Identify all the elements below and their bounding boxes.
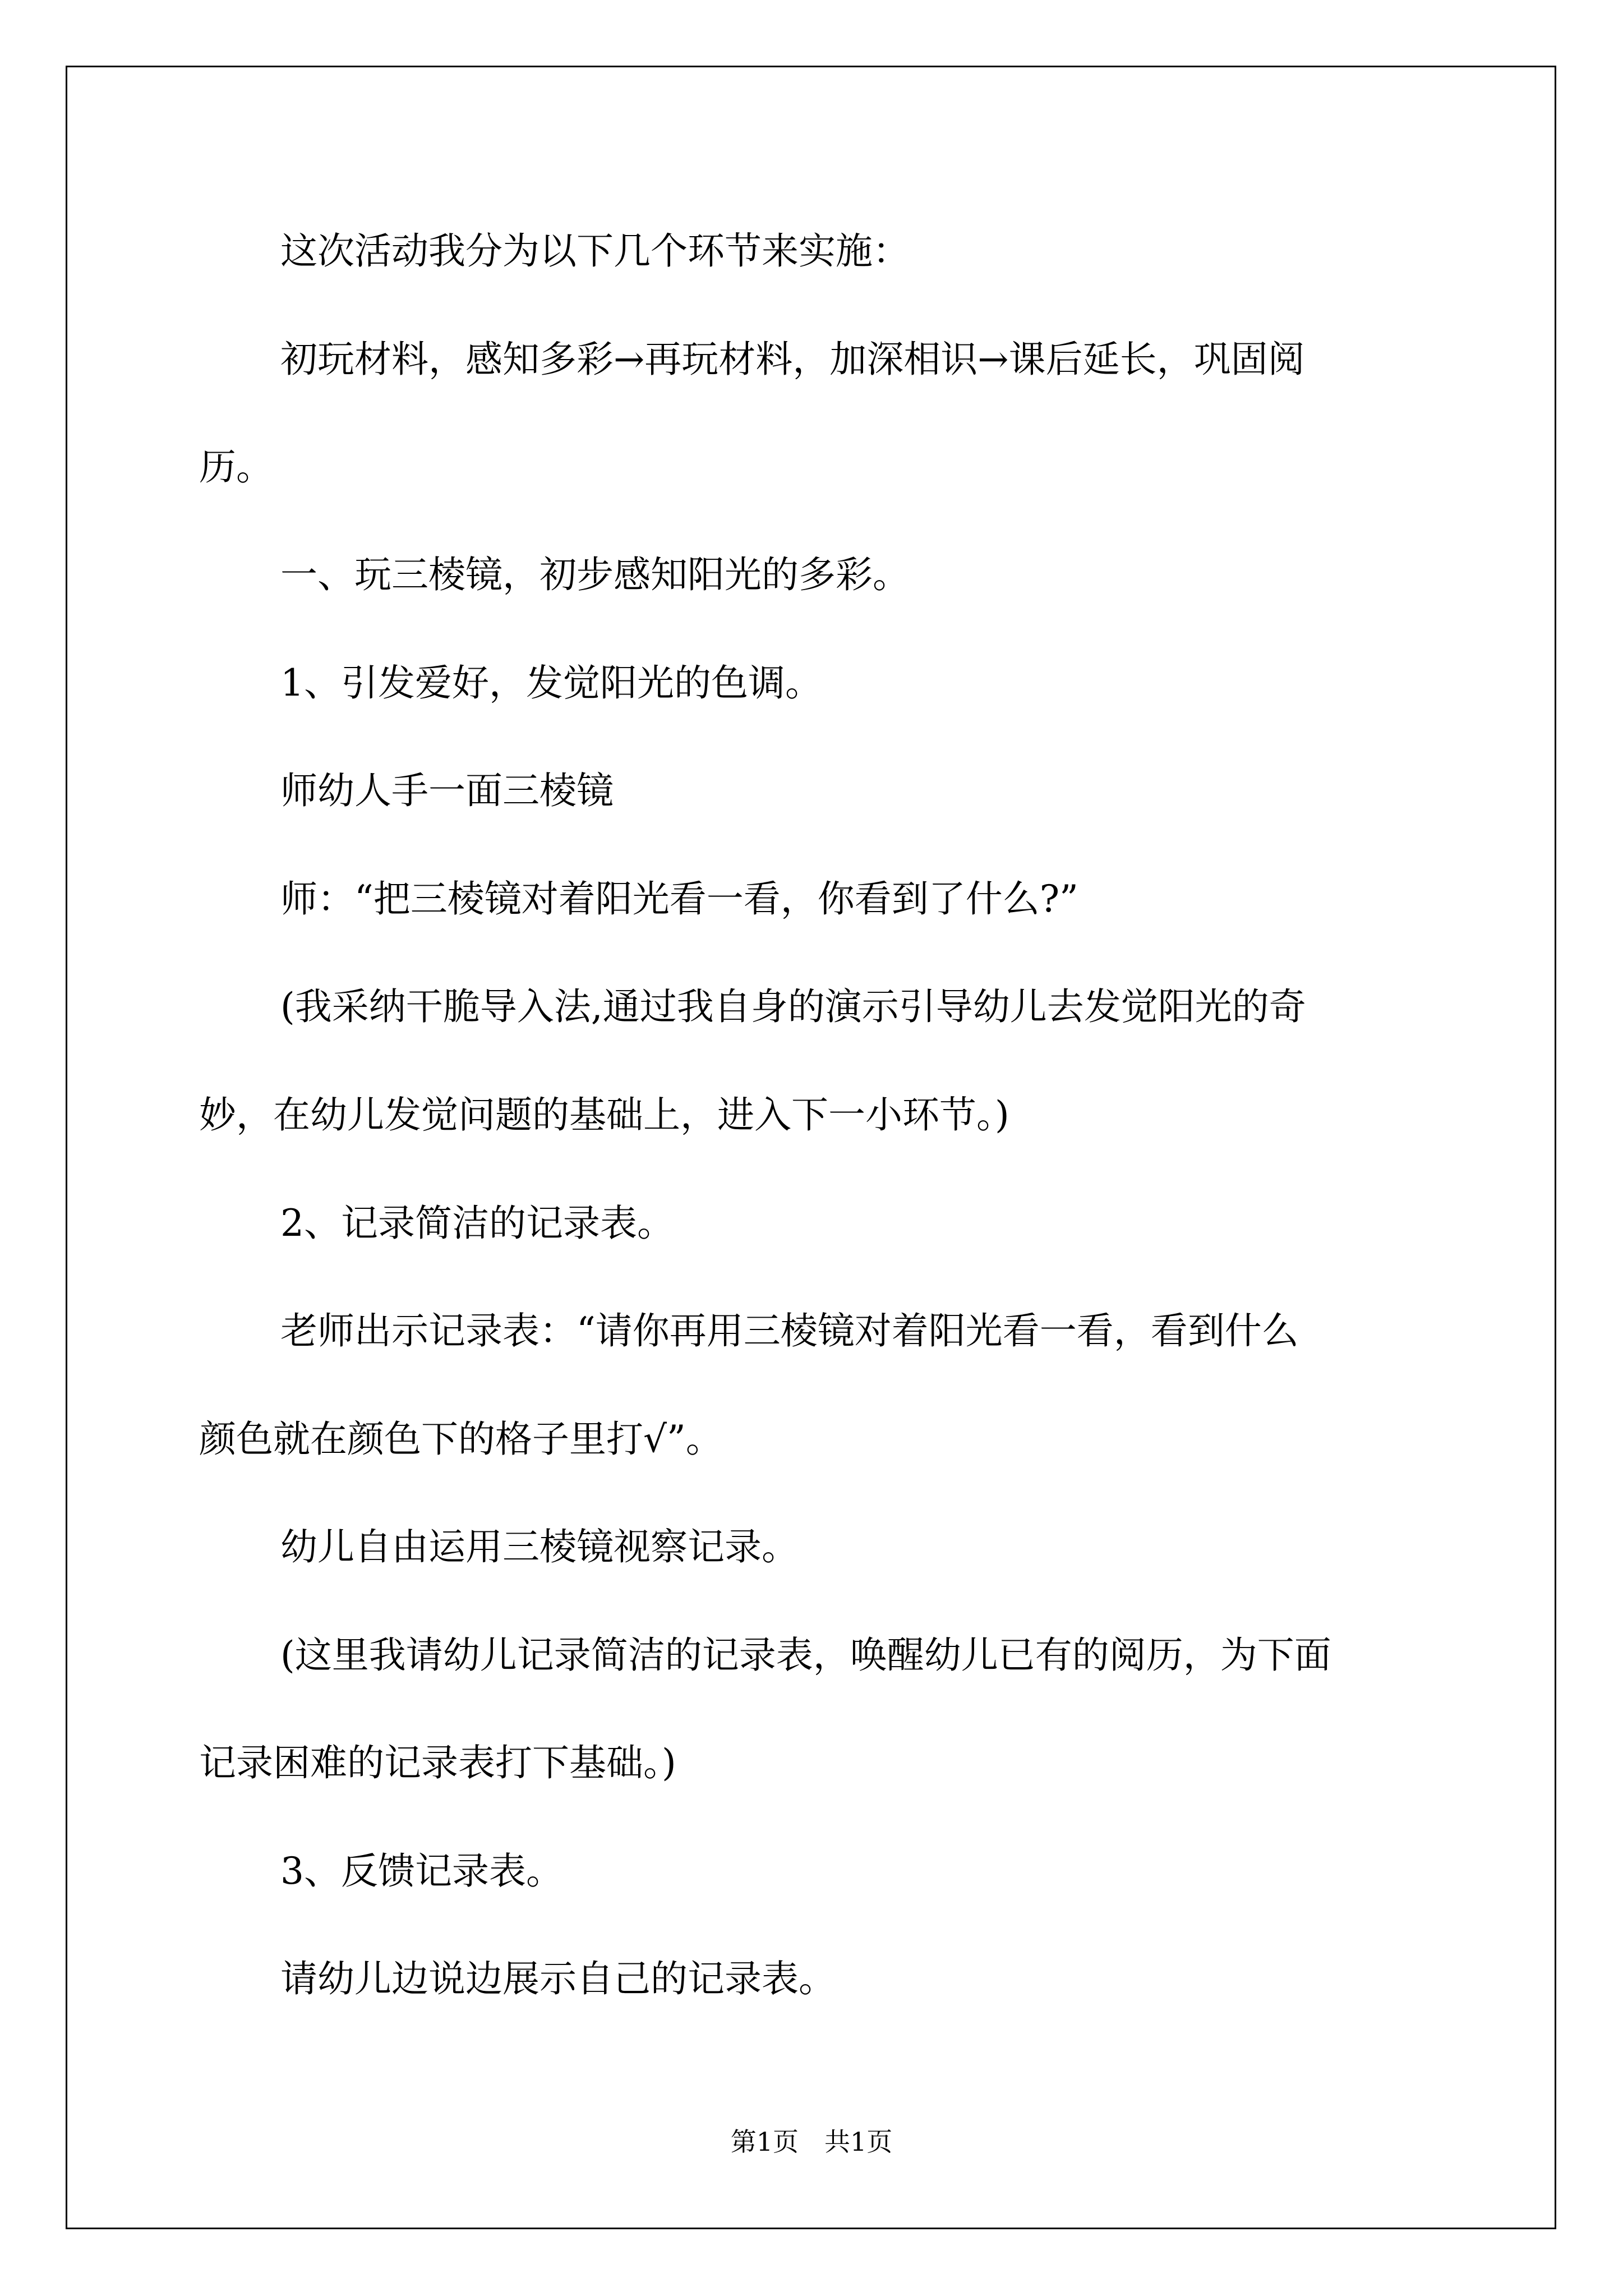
paragraph-line-1: 这次活动我分为以下几个环节来实施：	[280, 229, 910, 273]
section-heading-1: 一、玩三棱镜，初步感知阳光的多彩。	[280, 553, 910, 596]
paragraph-line-3: 历。	[199, 445, 273, 489]
page-border	[66, 66, 1556, 2229]
paragraph-line-11: 老师出示记录表：“请你再用三棱镜对着阳光看一看，看到什么	[280, 1309, 1299, 1352]
paragraph-line-2: 初玩材料，感知多彩→再玩材料，加深相识→课后延长，巩固阅	[280, 338, 1305, 381]
subsection-heading-2: 2、记录简洁的记录表。	[280, 1202, 674, 1245]
paragraph-line-17: 请幼儿边说边展示自己的记录表。	[280, 1957, 836, 2000]
paragraph-line-12: 颜色就在颜色下的格子里打√”。	[199, 1418, 723, 1461]
paragraph-line-13: 幼儿自由运用三棱镜视察记录。	[280, 1525, 799, 1568]
paragraph-line-7: 师：“把三棱镜对着阳光看一看，你看到了什么?”	[280, 877, 1078, 921]
subsection-heading-3: 3、反馈记录表。	[280, 1849, 563, 1893]
paragraph-line-8: (我采纳干脆导入法,通过我自身的演示引导幼儿去发觉阳光的奇	[280, 985, 1306, 1028]
paragraph-line-14: (这里我请幼儿记录简洁的记录表，唤醒幼儿已有的阅历，为下面	[280, 1634, 1331, 1677]
paragraph-line-15: 记录困难的记录表打下基础。)	[199, 1741, 676, 1784]
page-footer: 第1页 共1页	[730, 2127, 893, 2157]
paragraph-line-6: 师幼人手一面三棱镜	[280, 769, 614, 812]
subsection-heading-1: 1、引发爱好，发觉阳光的色调。	[280, 661, 822, 705]
paragraph-line-9: 妙，在幼儿发觉问题的基础上，进入下一小环节。)	[199, 1093, 1009, 1137]
